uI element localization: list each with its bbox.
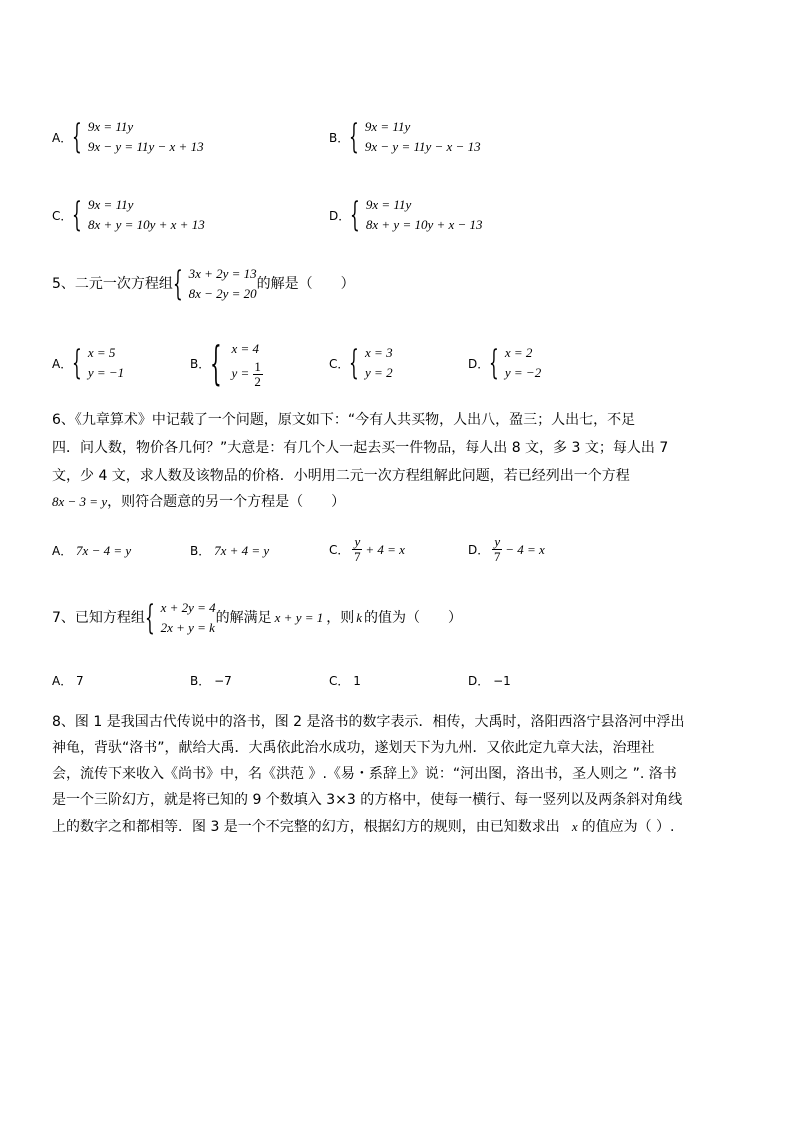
q6-option-c bbox=[329, 535, 405, 564]
q7-option-a bbox=[52, 672, 84, 689]
question-text: 的值为（ ） bbox=[364, 610, 463, 626]
variable: k bbox=[356, 610, 363, 625]
equation-2: 8x − 2y = 20 bbox=[188, 286, 257, 301]
option-label: B． bbox=[190, 544, 211, 558]
q7-option-b bbox=[190, 672, 232, 689]
numerator: y bbox=[354, 534, 361, 549]
denominator: 7 bbox=[494, 549, 501, 564]
q7-option-c bbox=[329, 672, 361, 689]
q5-option-c bbox=[329, 343, 393, 383]
equation-2: y = −1 bbox=[87, 365, 125, 380]
question-text: ，则符合题意的另一个方程是（ ） bbox=[107, 494, 346, 510]
question-text: 5、二元一次方程组 bbox=[52, 276, 173, 292]
option-expression: 7x − 4 = y bbox=[76, 543, 132, 558]
equation-2: 9x − y = 11y − x − 13 bbox=[364, 139, 481, 154]
q5-option-a bbox=[52, 343, 124, 383]
q8-line-4: 是一个三阶幻方，就是将已知的 9 个数填入 3×3 的方格中，使每一横行、每一竖列以及两条斜对角线 bbox=[52, 792, 683, 808]
option-label: B． bbox=[329, 130, 350, 145]
q5-option-b bbox=[190, 336, 263, 390]
q4-option-b bbox=[329, 117, 481, 157]
option-label: D． bbox=[468, 543, 490, 557]
option-label: A． bbox=[52, 674, 73, 688]
fraction bbox=[492, 535, 502, 564]
equation-2: 8x + y = 10y + x − 13 bbox=[365, 217, 483, 232]
q5-stem bbox=[52, 264, 355, 304]
fraction bbox=[253, 360, 263, 389]
option-label: B． bbox=[190, 356, 211, 371]
q4-option-d bbox=[329, 195, 483, 235]
brace-icon: { bbox=[72, 195, 83, 235]
brace-icon: { bbox=[210, 336, 222, 390]
option-label: A． bbox=[52, 356, 73, 371]
condition: x + y = 1 bbox=[274, 610, 324, 625]
fraction bbox=[352, 535, 362, 564]
option-label: A． bbox=[52, 544, 73, 558]
q6-option-d bbox=[468, 535, 545, 564]
option-value: 1 bbox=[353, 674, 361, 688]
q8-line-1: 8、图 1 是我国古代传说中的洛书，图 2 是洛书的数字表示．相传，大禹时，洛阳西洛宁县洛河中浮出 bbox=[52, 714, 685, 730]
option-label: D． bbox=[468, 674, 490, 688]
q6-option-a bbox=[52, 542, 131, 559]
question-text: 上的数字之和都相等．图 3 是一个不完整的幻方，根据幻方的规则，由已知数求出 bbox=[52, 819, 560, 835]
denominator: 2 bbox=[254, 373, 261, 389]
q6-line-3: 文，少 4 文，求人数及该物品的价格．小明用二元一次方程组解此问题，若已经列出一个方程 bbox=[52, 468, 630, 484]
brace-icon: { bbox=[172, 264, 183, 304]
equation-1: x + 2y = 4 bbox=[160, 600, 216, 615]
option-value: 7 bbox=[76, 674, 84, 688]
q8-line-2: 神龟，背驮“洛书”，献给大禹．大禹依此治水成功，遂划天下为九州．又依此定九章大法，治理社 bbox=[52, 740, 655, 756]
denominator: 7 bbox=[354, 549, 361, 564]
equation-2: 9x − y = 11y − x + 13 bbox=[87, 139, 204, 154]
equation-2 bbox=[232, 360, 263, 389]
option-label: D． bbox=[468, 356, 490, 371]
brace-icon: { bbox=[144, 598, 155, 638]
q6-line-2: 四．问人数，物价各几何？”大意是：有几个人一起去买一件物品，每人出 8 文，多 3 文；每人出 7 bbox=[52, 440, 669, 456]
q7-stem bbox=[52, 598, 462, 638]
brace-icon: { bbox=[349, 117, 359, 157]
q4-option-a bbox=[52, 117, 204, 157]
q8-line-5 bbox=[52, 814, 675, 840]
brace-icon: { bbox=[72, 117, 82, 157]
q5-option-d bbox=[468, 343, 541, 383]
equation-2: 8x + y = 10y + x + 13 bbox=[88, 217, 205, 232]
brace-icon: { bbox=[72, 343, 82, 383]
brace-icon: { bbox=[350, 195, 360, 235]
option-value: −7 bbox=[214, 674, 232, 688]
equation-1: x = 3 bbox=[365, 345, 393, 360]
variable: x bbox=[571, 819, 578, 834]
equation-1: 9x = 11y bbox=[364, 119, 411, 134]
option-label: C． bbox=[329, 356, 350, 371]
option-expression: + 4 = x bbox=[365, 541, 405, 557]
equation-1: x = 4 bbox=[231, 340, 260, 356]
q8-line-3: 会，流传下来收入《尚书》中，名《洪范 》.《易・系辞上》说：“河出图，洛出书，圣人则之 ”. 洛书 bbox=[52, 766, 677, 782]
brace-icon: { bbox=[349, 343, 360, 383]
equation-1: 9x = 11y bbox=[365, 197, 412, 212]
equation-2: y = 2 bbox=[365, 365, 393, 380]
q7-option-d bbox=[468, 672, 511, 689]
option-label: D． bbox=[329, 208, 351, 223]
given-equation: 8x − 3 = y bbox=[52, 494, 108, 509]
equation-1: 3x + 2y = 13 bbox=[188, 266, 257, 281]
question-text: 的值应为（ ）. bbox=[581, 819, 675, 835]
option-label: C． bbox=[329, 674, 350, 688]
option-label: A． bbox=[52, 130, 73, 145]
q4-option-c bbox=[52, 195, 205, 235]
equation-1: x = 5 bbox=[87, 345, 116, 360]
equation-2: y = −2 bbox=[504, 365, 542, 380]
option-label: C． bbox=[52, 208, 73, 223]
q6-line-4 bbox=[52, 489, 345, 515]
equation-2: 2x + y = k bbox=[160, 620, 215, 635]
numerator: 1 bbox=[254, 358, 261, 374]
option-label: C． bbox=[329, 543, 350, 557]
question-text: 的解是（ ） bbox=[256, 276, 355, 292]
equation-2-prefix: y = bbox=[231, 364, 253, 380]
option-value: −1 bbox=[493, 674, 511, 688]
option-label: B． bbox=[190, 674, 211, 688]
brace-icon: { bbox=[489, 343, 499, 383]
q6-line-1: 6、《九章算术》中记载了一个问题，原文如下：“今有人共买物，人出八，盈三；人出七，不足 bbox=[52, 412, 636, 428]
q6-option-b bbox=[190, 542, 269, 559]
question-text: 的解满足 bbox=[215, 610, 272, 626]
option-expression: − 4 = x bbox=[505, 541, 545, 557]
equation-1: x = 2 bbox=[504, 345, 533, 360]
question-text: ，则 bbox=[326, 610, 355, 626]
option-expression: 7x + 4 = y bbox=[214, 543, 270, 558]
equation-1: 9x = 11y bbox=[87, 119, 134, 134]
numerator: y bbox=[494, 534, 501, 549]
question-text: 7、已知方程组 bbox=[52, 610, 145, 626]
equation-1: 9x = 11y bbox=[88, 197, 134, 212]
